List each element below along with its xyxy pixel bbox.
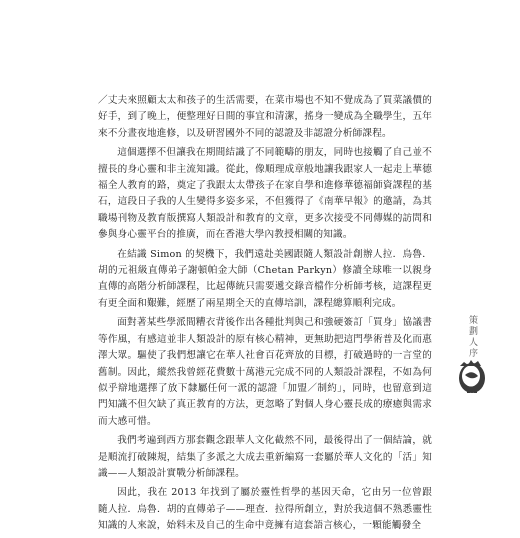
paragraph-6: 因此，我在 2013 年找到了屬於靈性哲學的基因天命，它由另一位曾跟隨人拉．烏魯．胡的直傳弟子——理查．拉得所創立，對於我這個不熟悉靈性知識的人來說，始料未及自己的生命中竟擁有這套語言核心，一顆能觸發全 bbox=[98, 487, 432, 532]
paragraph-1: ／丈夫來照顧太太和孩子的生活需要，在菜市場也不知不覺成為了買菜議價的好手，到了晚上，便整理好日間的事宜和清潔，搖身一變成為全職學生，五年來不分晝夜地進修，以及研習國外不同的認證及非認證分析師課程。 bbox=[98, 95, 432, 139]
paragraph-5: 我們考遍到西方那套觀念跟華人文化截然不同，最後得出了一個結論，就是順流打破陳規，結集了多派之大成去重新編寫一套屬於華人文化的「活」知識——人類設計實戰分析師課程。 bbox=[98, 435, 432, 479]
paragraph-4: 面對著某些學派間糟衣背後作出各種批判與己和強硬簽訂「買身」協議書等作風，有感這並非人類設計的原有核心精神，更無助把這門學術普及化而惠澤大眾。驅使了我們想讓它在華人社會百花齊放的目標，打破過時的一言堂的舊制。因此，縱然我曾經花費數十萬港元完成不同的人類設計課程，不如為何似乎辯地選擇了放下隸屬任何一派的認證「加盟／制約」，同時，也留意到這門知識不但欠缺了真正教育的方法，更忽略了對個人身心靈長成的療癒與需求而大感可惜。 bbox=[98, 317, 432, 427]
section-side-label: 策劃人序 bbox=[467, 315, 477, 359]
ink-circle-emblem-icon bbox=[454, 354, 490, 398]
paragraph-2: 這個選擇不但讓我在期間結識了不同範疇的朋友，同時也接觸了自己並不擅長的身心靈和非主流知識。從此，像順理成章般地讓我跟家人一起走上華德福全人教育的路，奠定了我跟太太帶孩子在家自學和進修華德福師資課程的基石，這段日子我的人生變得多姿多采，不但獲得了《南華早報》的邀請，為其職場刊物及教育版撰寫人類設計和教育的文章，更多次接受不同傳媒的訪問和參與身心靈平台的推廣，而在香港大學內教授相關的知識。 bbox=[98, 147, 432, 241]
paragraph-3: 在結識 Simon 的契機下，我們遠赴美國跟隨人類設計創辦人拉．烏魯．胡的元祖級直傳弟子謝頓帕金大師（Chetan Parkyn）修讀全球唯一以親身直傳的高階分析師課程，比起傳統只需要遞交錄音檔作分析師考核，這課程更有更全面和艱難，經歷了兩星期全天的直傳培訓，課程總算順利完成。 bbox=[98, 248, 432, 309]
body-text bbox=[98, 93, 432, 538]
